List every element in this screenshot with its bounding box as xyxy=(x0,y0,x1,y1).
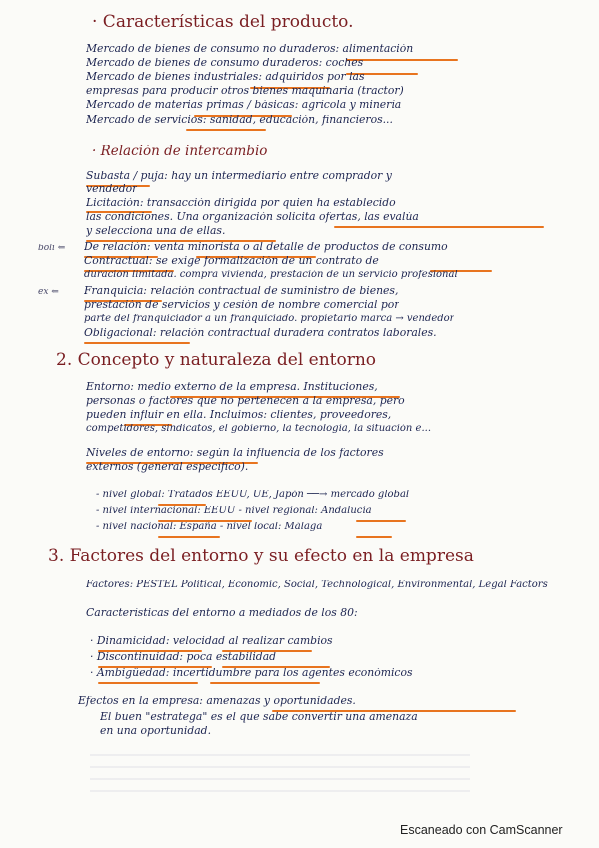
note-line: Franquicia: relación contractual de suministro de bienes, xyxy=(84,286,399,297)
note-line: empresas para producir otros bienes maquinaria (tractor) xyxy=(86,86,404,97)
bleed-through-smudge xyxy=(90,744,470,800)
note-line: Subasta / puja: hay un intermediario entre comprador y xyxy=(86,171,392,182)
scanner-watermark: Escaneado con CamScanner xyxy=(400,823,563,837)
note-line: Obligacional: relación contractual duradera contratos laborales. xyxy=(84,328,437,339)
note-line: competidores, sindicatos, el gobierno, la tecnología, la situación e... xyxy=(86,424,431,434)
highlight-underline xyxy=(84,342,190,344)
note-line: prestación de servicios y cesión de nombre comercial por xyxy=(84,300,400,311)
highlight-underline xyxy=(210,682,320,684)
note-line: Mercado de servicios: sanidad, educación, financieros... xyxy=(86,115,393,126)
note-line: en una oportunidad. xyxy=(100,726,212,737)
note-line: vendedor xyxy=(86,184,138,195)
note-line: pueden influir en ella. Incluimos: clientes, proveedores, xyxy=(86,410,392,421)
note-line: y selecciona una de ellas. xyxy=(86,226,226,237)
note-line: Mercado de materias primas / básicas: agrícola y minería xyxy=(86,100,402,111)
note-line: Entorno: medio externo de la empresa. Instituciones, xyxy=(86,382,378,393)
highlight-underline xyxy=(158,536,220,538)
note-line: personas o factores que no pertenecen a la empresa, pero xyxy=(86,396,405,407)
note-line: · Dinamicidad: velocidad al realizar cambios xyxy=(90,636,333,647)
highlight-underline xyxy=(98,682,198,684)
margin-note-ex: ex ⇐ xyxy=(38,288,59,297)
note-line: externos (general específico). xyxy=(86,462,249,473)
note-line: Factores: PESTEL Political, Economic, Social, Technological, Environmental, Legal Factors xyxy=(86,580,548,590)
heading-relacion-intercambio: · Relación de intercambio xyxy=(92,145,268,159)
highlight-underline xyxy=(186,129,266,131)
level-line: - nivel internacional: EEUU - nivel regional: Andalucía xyxy=(96,506,372,516)
heading-concepto-entorno: 2. Concepto y naturaleza del entorno xyxy=(56,352,377,369)
note-line: Efectos en la empresa: amenazas y oportunidades. xyxy=(78,696,356,707)
highlight-underline xyxy=(356,536,392,538)
note-line: · Ambigüedad: incertidumbre para los agentes económicos xyxy=(90,668,413,679)
note-line: Mercado de bienes industriales: adquiridos por las xyxy=(86,72,365,83)
note-line: Niveles de entorno: según la influencia de los factores xyxy=(86,448,384,459)
highlight-underline xyxy=(334,226,544,228)
note-line: Contractual: se exige formalización de un contrato de xyxy=(84,256,379,267)
note-line: Mercado de bienes de consumo no duraderos: alimentación xyxy=(86,44,414,55)
note-line: parte del franquiciador a un franquiciado. propietario marca → vendedor xyxy=(84,314,455,324)
note-line: las condiciones. Una organización solicita ofertas, las evalúa xyxy=(86,212,419,223)
note-line: duración limitada. compra vivienda, prestación de un servicio profesional xyxy=(84,270,458,280)
note-line: Licitación: transacción dirigida por quien ha establecido xyxy=(86,198,396,209)
heading-factores-entorno: 3. Factores del entorno y su efecto en la empresa xyxy=(48,548,474,565)
margin-note-boli: boli ⇐ xyxy=(38,244,66,253)
note-line: Mercado de bienes de consumo duraderos: coches xyxy=(86,58,364,69)
level-line: - nivel global: Tratados EEUU, UE, Japón ──→ mercado global xyxy=(96,490,410,500)
note-line: Características del entorno a mediados de los 80: xyxy=(86,608,358,619)
note-line: · Discontinuidad: poca estabilidad xyxy=(90,652,277,663)
level-line: - nivel nacional: España - nivel local: Málaga xyxy=(96,522,323,532)
note-line: El buen "estratega" es el que sabe convertir una amenaza xyxy=(100,712,418,723)
note-line: De relación: venta minorista o al detalle de productos de consumo xyxy=(84,242,448,253)
highlight-underline xyxy=(356,520,406,522)
heading-caracteristicas: · Características del producto. xyxy=(92,14,354,31)
